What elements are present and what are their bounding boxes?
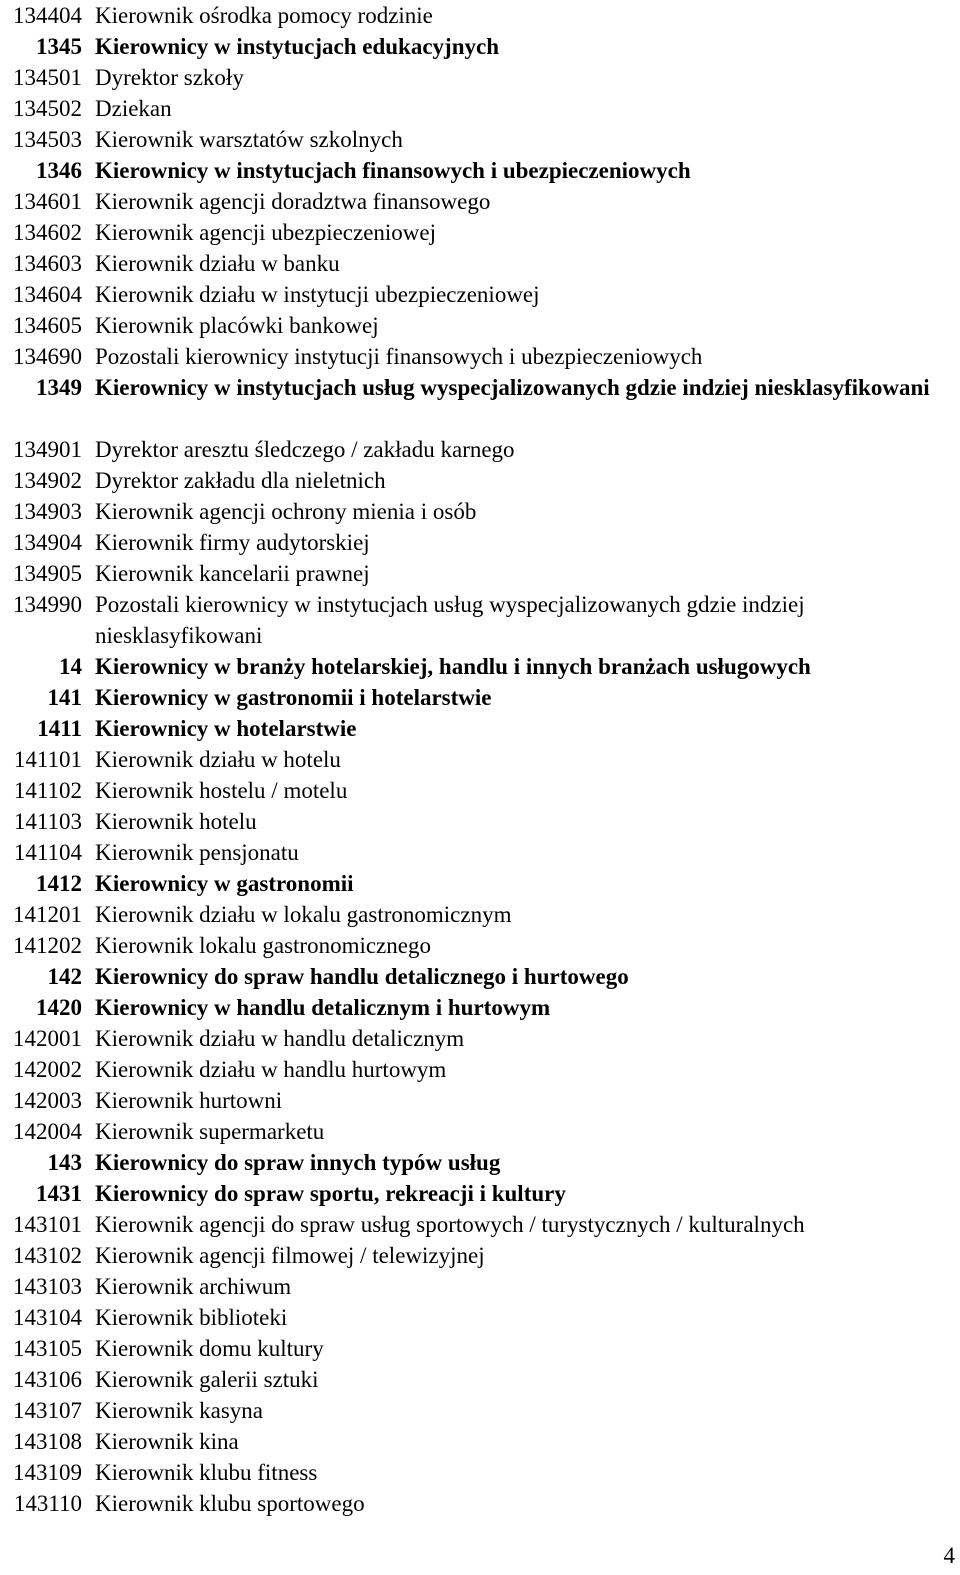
occupation-code: 134690 <box>13 344 82 369</box>
occupation-row <box>0 1333 940 1364</box>
group-heading-row <box>0 372 940 434</box>
occupation-row <box>0 1209 940 1240</box>
occupation-code: 142004 <box>13 1119 82 1144</box>
occupation-code: 134503 <box>13 127 82 152</box>
occupation-row <box>0 434 940 465</box>
occupation-label: Kierownicy w hotelarstwie <box>95 716 357 741</box>
occupation-code: 143108 <box>13 1429 82 1454</box>
occupation-code: 142003 <box>13 1088 82 1113</box>
occupation-label: Kierownicy w instytucjach usług wyspecjalizowanych gdzie indziej niesklasyfikowani <box>95 375 930 400</box>
occupation-row <box>0 124 940 155</box>
occupation-code: 1349 <box>36 375 82 400</box>
occupation-label: Kierownik placówki bankowej <box>95 313 379 338</box>
occupation-row <box>0 1395 940 1426</box>
occupation-row <box>0 558 940 589</box>
occupation-row <box>0 1240 940 1271</box>
occupation-row <box>0 1023 940 1054</box>
occupation-code: 141202 <box>13 933 82 958</box>
occupation-label: Kierownik agencji doradztwa finansowego <box>95 189 491 214</box>
occupation-code: 143110 <box>13 1491 82 1516</box>
occupation-label: Kierownik warsztatów szkolnych <box>95 127 403 152</box>
occupation-code: 143104 <box>13 1305 82 1330</box>
occupation-code: 1412 <box>36 871 82 896</box>
occupation-code: 1431 <box>36 1181 82 1206</box>
occupation-code: 141103 <box>13 809 82 834</box>
occupation-row <box>0 341 940 372</box>
occupation-row <box>0 1054 940 1085</box>
occupation-label: Pozostali kierownicy w instytucjach usług wyspecjalizowanych gdzie indziej niesklasyfikowani <box>95 592 805 648</box>
occupation-label: Kierownik działu w handlu detalicznym <box>95 1026 465 1051</box>
occupation-label: Kierownicy w handlu detalicznym i hurtowym <box>95 995 551 1020</box>
occupation-code: 143101 <box>13 1212 82 1237</box>
occupation-label: Kierownicy w gastronomii i hotelarstwie <box>95 685 492 710</box>
occupation-label: Kierownik kasyna <box>95 1398 263 1423</box>
occupation-row <box>0 93 940 124</box>
occupation-label: Kierownik działu w lokalu gastronomicznym <box>95 902 512 927</box>
occupation-code: 143 <box>47 1150 82 1175</box>
occupation-code: 134602 <box>13 220 82 245</box>
occupation-row <box>0 744 940 775</box>
occupation-code: 134502 <box>13 96 82 121</box>
group-heading-row <box>0 651 940 682</box>
occupation-row <box>0 310 940 341</box>
occupation-label: Kierownik biblioteki <box>95 1305 288 1330</box>
occupation-label: Kierownicy do spraw handlu detalicznego i hurtowego <box>95 964 629 989</box>
occupation-label: Kierownik archiwum <box>95 1274 292 1299</box>
group-heading-row <box>0 868 940 899</box>
occupation-row <box>0 1457 940 1488</box>
occupation-label: Dyrektor aresztu śledczego / zakładu karnego <box>95 437 515 462</box>
occupation-row <box>0 279 940 310</box>
occupation-row <box>0 1116 940 1147</box>
occupation-label: Kierownik pensjonatu <box>95 840 299 865</box>
occupation-code: 141104 <box>13 840 82 865</box>
occupation-row <box>0 589 940 651</box>
occupation-code: 143107 <box>13 1398 82 1423</box>
occupation-code: 134902 <box>13 468 82 493</box>
occupation-label: Dyrektor zakładu dla nieletnich <box>95 468 386 493</box>
occupation-code: 141101 <box>13 747 82 772</box>
occupation-row <box>0 1271 940 1302</box>
occupation-code: 142002 <box>13 1057 82 1082</box>
occupation-code: 134601 <box>13 189 82 214</box>
group-heading-row <box>0 155 940 186</box>
occupation-code: 134604 <box>13 282 82 307</box>
occupation-label: Kierownik agencji do spraw usług sportowych / turystycznych / kulturalnych <box>95 1212 805 1237</box>
group-heading-row <box>0 31 940 62</box>
group-heading-row <box>0 713 940 744</box>
occupation-label: Kierownik lokalu gastronomicznego <box>95 933 431 958</box>
occupation-code: 1420 <box>36 995 82 1020</box>
occupation-label: Kierownik działu w instytucji ubezpieczeniowej <box>95 282 540 307</box>
occupation-row <box>0 1488 940 1519</box>
occupation-row <box>0 62 940 93</box>
occupation-row <box>0 1426 940 1457</box>
occupation-label: Kierownik firmy audytorskiej <box>95 530 370 555</box>
occupation-code: 143109 <box>13 1460 82 1485</box>
occupation-row <box>0 806 940 837</box>
occupation-label: Kierownicy w gastronomii <box>95 871 354 896</box>
occupation-label: Kierownicy w instytucjach edukacyjnych <box>95 34 499 59</box>
occupation-row <box>0 930 940 961</box>
occupation-label: Kierownik agencji filmowej / telewizyjnej <box>95 1243 485 1268</box>
occupation-label: Kierownik działu w handlu hurtowym <box>95 1057 447 1082</box>
occupation-label: Kierownik ośrodka pomocy rodzinie <box>95 3 433 28</box>
occupation-label: Kierownicy do spraw sportu, rekreacji i kultury <box>95 1181 566 1206</box>
occupation-row <box>0 1364 940 1395</box>
group-heading-row <box>0 992 940 1023</box>
occupation-code: 143103 <box>13 1274 82 1299</box>
occupation-label: Kierownik supermarketu <box>95 1119 325 1144</box>
occupation-label: Kierownik hostelu / motelu <box>95 778 348 803</box>
occupation-label: Kierownik agencji ochrony mienia i osób <box>95 499 477 524</box>
occupation-code: 134603 <box>13 251 82 276</box>
occupation-code: 134904 <box>13 530 82 555</box>
occupation-code: 134990 <box>13 592 82 617</box>
occupation-row <box>0 527 940 558</box>
occupation-label: Kierownicy w branży hotelarskiej, handlu i innych branżach usługowych <box>95 654 811 679</box>
occupation-label: Pozostali kierownicy instytucji finansowych i ubezpieczeniowych <box>95 344 703 369</box>
occupation-label: Kierownik klubu fitness <box>95 1460 318 1485</box>
page-number: 4 <box>943 1543 955 1568</box>
occupation-code: 134404 <box>13 3 82 28</box>
occupation-code: 143105 <box>13 1336 82 1361</box>
occupation-label: Kierownik domu kultury <box>95 1336 324 1361</box>
occupation-code: 1345 <box>36 34 82 59</box>
occupation-label: Kierownicy do spraw innych typów usług <box>95 1150 501 1175</box>
occupation-code: 14 <box>59 654 82 679</box>
occupation-label: Kierownik agencji ubezpieczeniowej <box>95 220 437 245</box>
group-heading-row <box>0 961 940 992</box>
occupation-code: 143102 <box>13 1243 82 1268</box>
occupation-code: 134901 <box>13 437 82 462</box>
occupation-code: 134501 <box>13 65 82 90</box>
occupation-row <box>0 496 940 527</box>
occupation-label: Kierownik kancelarii prawnej <box>95 561 370 586</box>
occupation-row <box>0 217 940 248</box>
occupation-label: Kierownicy w instytucjach finansowych i ubezpieczeniowych <box>95 158 691 183</box>
occupation-code: 143106 <box>13 1367 82 1392</box>
occupation-row <box>0 186 940 217</box>
group-heading-row <box>0 682 940 713</box>
occupation-code: 1411 <box>37 716 82 741</box>
occupation-label: Kierownik działu w hotelu <box>95 747 341 772</box>
occupation-row <box>0 837 940 868</box>
occupation-label: Kierownik hotelu <box>95 809 257 834</box>
occupation-code: 142001 <box>13 1026 82 1051</box>
occupation-code: 141102 <box>13 778 82 803</box>
occupation-code: 141 <box>47 685 82 710</box>
occupation-row <box>0 248 940 279</box>
occupation-label: Kierownik działu w banku <box>95 251 340 276</box>
occupation-row <box>0 1302 940 1333</box>
group-heading-row <box>0 1147 940 1178</box>
occupation-label: Dziekan <box>95 96 172 121</box>
occupation-row <box>0 775 940 806</box>
occupation-row <box>0 0 940 31</box>
occupation-code: 134605 <box>13 313 82 338</box>
occupation-code: 141201 <box>13 902 82 927</box>
occupation-label: Kierownik klubu sportowego <box>95 1491 365 1516</box>
occupation-label: Kierownik kina <box>95 1429 239 1454</box>
occupation-row <box>0 1085 940 1116</box>
occupation-label: Kierownik galerii sztuki <box>95 1367 319 1392</box>
occupation-label: Kierownik hurtowni <box>95 1088 283 1113</box>
occupation-row <box>0 899 940 930</box>
group-heading-row <box>0 1178 940 1209</box>
occupation-row <box>0 465 940 496</box>
occupation-code: 134903 <box>13 499 82 524</box>
occupation-code: 134905 <box>13 561 82 586</box>
occupation-code: 1346 <box>36 158 82 183</box>
occupation-label: Dyrektor szkoły <box>95 65 244 90</box>
occupation-code: 142 <box>47 964 82 989</box>
